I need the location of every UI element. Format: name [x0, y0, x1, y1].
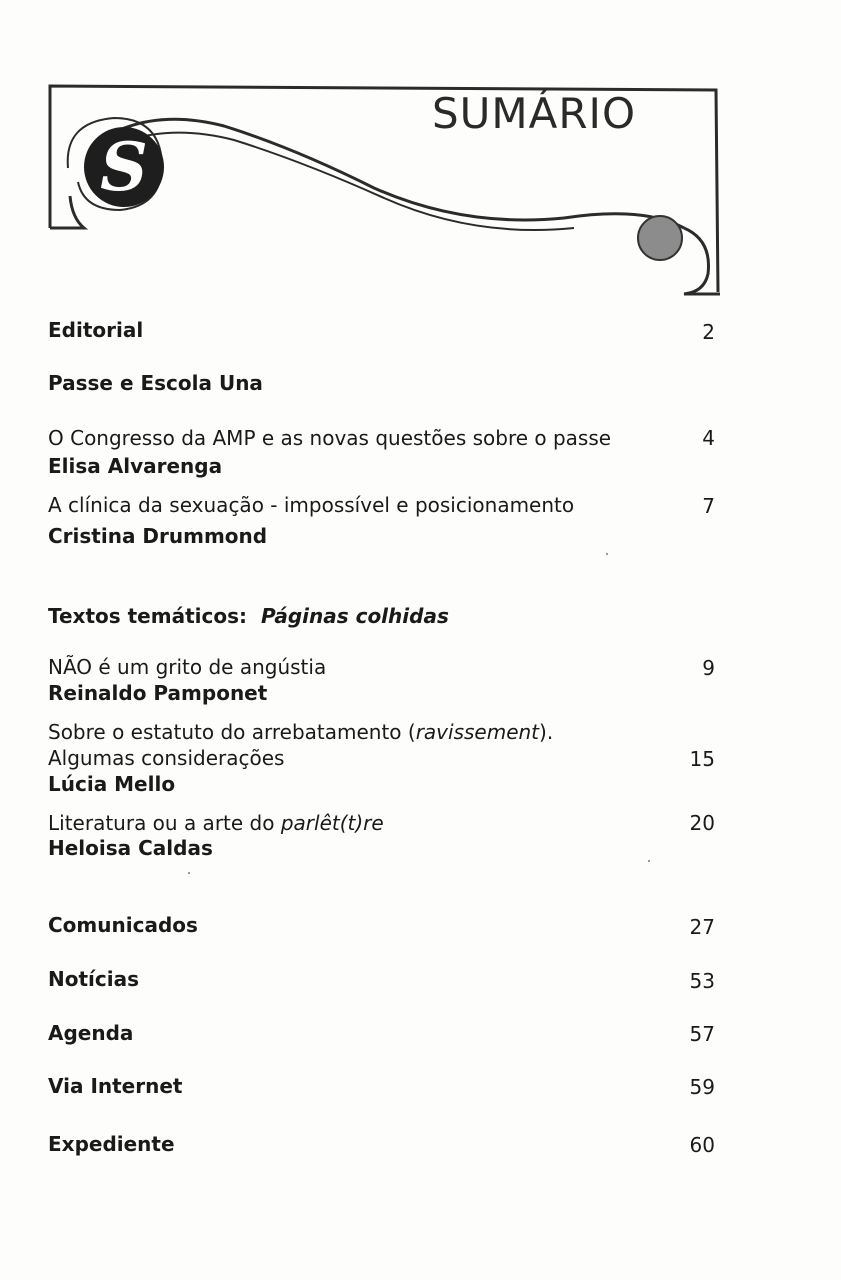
toc-entry-author: Reinaldo Pamponet — [48, 681, 268, 705]
toc-page-number: 60 — [689, 1133, 715, 1157]
section-label: Textos temáticos: — [48, 604, 247, 628]
toc-entry-author: Heloisa Caldas — [48, 836, 213, 860]
logo-letter: S — [100, 128, 148, 206]
toc-page-number: 15 — [689, 747, 715, 771]
toc-entry-author: Elisa Alvarenga — [48, 454, 223, 478]
toc-entry-title[interactable]: Agenda — [48, 1021, 134, 1045]
toc-entry-title[interactable] — [48, 720, 553, 744]
toc-entry-title[interactable]: Editorial — [48, 318, 144, 342]
toc-entry-title[interactable]: Comunicados — [48, 913, 198, 937]
title-text: Sobre o estatuto do arrebatamento ( — [48, 720, 416, 744]
title-italic: parlêt(t)re — [280, 811, 384, 835]
print-speck — [188, 872, 190, 874]
toc-entry-author: Lúcia Mello — [48, 772, 176, 796]
toc-entry-title[interactable]: O Congresso da AMP e as novas questões sobre o passe — [48, 426, 612, 450]
toc-page-number: 2 — [702, 320, 715, 344]
toc-page-number: 27 — [689, 915, 715, 939]
toc-entry-title[interactable]: Via Internet — [48, 1074, 183, 1098]
section-label-italic: Páginas colhidas — [260, 604, 449, 628]
toc-section-heading: Passe e Escola Una — [48, 371, 263, 395]
toc-entry-title[interactable]: NÃO é um grito de angústia — [48, 655, 327, 679]
print-speck — [606, 553, 608, 555]
toc-entry-author: Cristina Drummond — [48, 524, 268, 548]
title-text: Literatura ou a arte do — [48, 811, 281, 835]
print-speck — [648, 860, 650, 862]
page-title: SUMÁRIO — [432, 89, 636, 138]
toc-page-number: 59 — [689, 1075, 715, 1099]
toc-page-number: 4 — [702, 426, 715, 450]
toc-page-number: 7 — [702, 494, 715, 518]
toc-entry-title-line2: Algumas considerações — [48, 746, 285, 770]
toc-entry-title[interactable]: A clínica da sexuação - impossível e posicionamento — [48, 493, 575, 517]
toc-section-heading — [48, 604, 449, 628]
title-text: ). — [539, 720, 554, 744]
toc-page-number: 20 — [689, 811, 715, 835]
toc-page-number: 9 — [702, 656, 715, 680]
toc-entry-title[interactable]: Expediente — [48, 1132, 175, 1156]
toc-entry-title[interactable]: Notícias — [48, 967, 140, 991]
toc-page-number: 53 — [689, 969, 715, 993]
toc-page-number: 57 — [689, 1022, 715, 1046]
toc-entry-title[interactable] — [48, 811, 384, 835]
title-italic: ravissement — [415, 720, 540, 744]
